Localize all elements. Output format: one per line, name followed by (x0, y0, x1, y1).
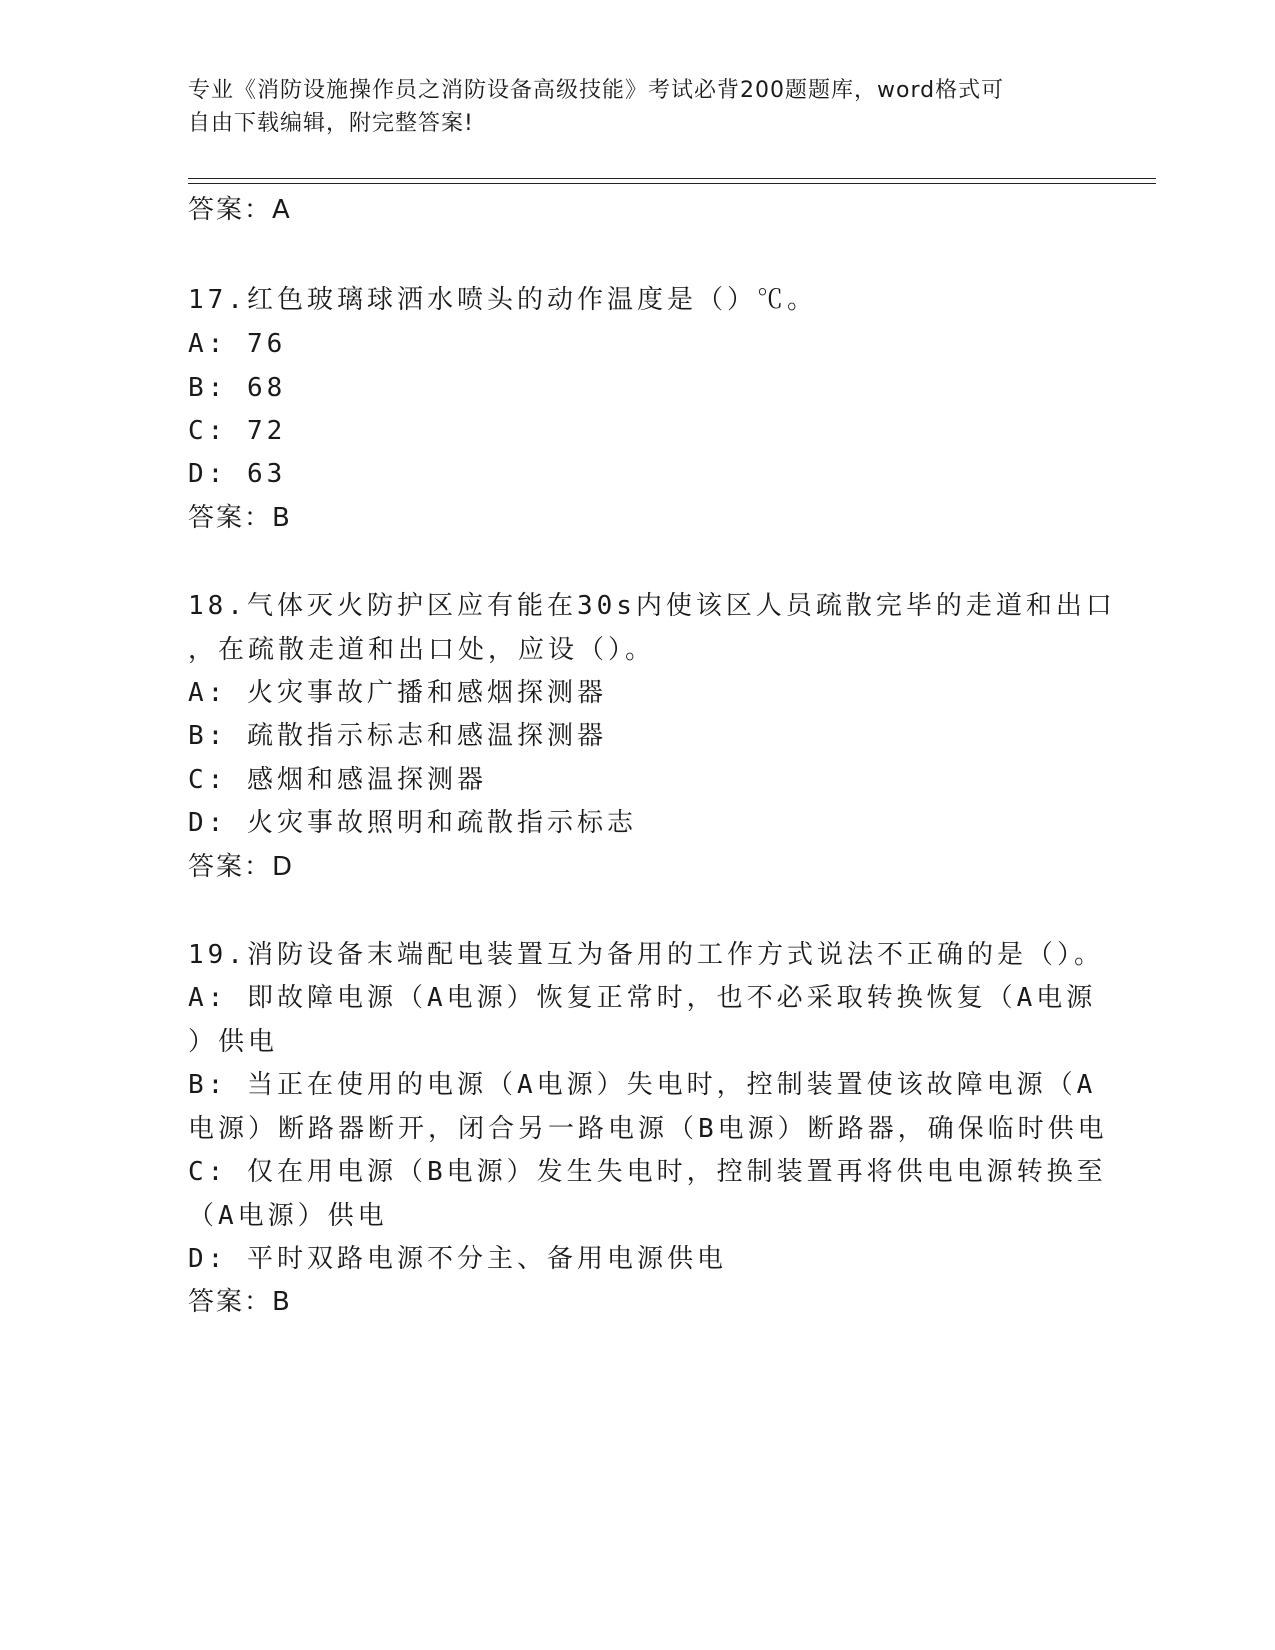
question-18-option-c: C: 感烟和感温探测器 (188, 765, 487, 795)
question-18-option-b: B: 疏散指示标志和感温探测器 (188, 721, 607, 751)
question-18-answer: 答案：D (188, 852, 295, 882)
question-18-stem-line-2: ，在疏散走道和出口处，应设（）。 (188, 635, 656, 665)
question-17-answer: 答案：B (188, 503, 292, 533)
question-17-option-d: D: 63 (188, 459, 287, 489)
question-18-option-d: D: 火灾事故照明和疏散指示标志 (188, 808, 637, 838)
question-18-stem-line-1: 18.气体灭火防护区应有能在30s内使该区人员疏散完毕的走道和出口 (188, 591, 1116, 621)
question-19-option-c-line-2: （A电源）供电 (188, 1201, 388, 1231)
question-19-option-a-line-1: A: 即故障电源（A电源）恢复正常时，也不必采取转换恢复（A电源 (188, 983, 1097, 1013)
header-divider-bottom (188, 183, 1156, 184)
document-header (188, 74, 1088, 140)
question-19-option-a-line-2: ）供电 (188, 1027, 279, 1057)
question-19-stem: 19.消防设备末端配电装置互为备用的工作方式说法不正确的是（）。 (188, 940, 1104, 970)
question-19-option-b-line-2: 电源）断路器断开，闭合另一路电源（B电源）断路器，确保临时供电 (188, 1114, 1108, 1144)
question-17-stem: 17.红色玻璃球洒水喷头的动作温度是（）℃。 (188, 285, 817, 315)
header-line-2: 自由下载编辑，附完整答案! (188, 111, 474, 136)
header-divider-top (188, 178, 1156, 179)
question-17-option-c: C: 72 (188, 416, 287, 446)
question-19-option-c-line-1: C: 仅在用电源（B电源）发生失电时，控制装置再将供电电源转换至 (188, 1157, 1107, 1187)
question-17-option-a: A: 76 (188, 329, 287, 359)
header-line-1: 专业《消防设施操作员之消防设备高级技能》考试必背200题题库，word格式可 (188, 78, 1005, 103)
question-18-option-a: A: 火灾事故广播和感烟探测器 (188, 678, 607, 708)
question-19-answer: 答案：B (188, 1287, 292, 1317)
question-19-option-d: D: 平时双路电源不分主、备用电源供电 (188, 1244, 727, 1274)
question-17-option-b: B: 68 (188, 373, 287, 403)
question-19-option-b-line-1: B: 当正在使用的电源（A电源）失电时，控制装置使该故障电源（A (188, 1070, 1097, 1100)
previous-answer: 答案：A (188, 195, 292, 225)
